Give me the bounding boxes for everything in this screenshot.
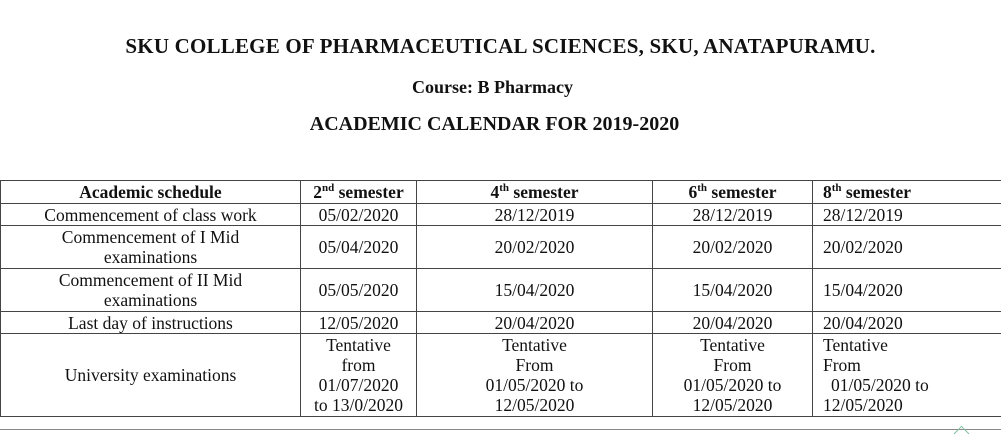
table-row: [1, 269, 1001, 312]
cell-s8: 20/02/2020: [813, 226, 1001, 269]
table-header-row: [1, 181, 1001, 204]
row-label: Commencement of class work: [1, 204, 301, 226]
table-row: [1, 312, 1001, 334]
page-bottom-rule: [0, 429, 1001, 430]
cell-s8: Tentative From 01/05/2020 to 12/05/2020: [813, 334, 1001, 417]
header-academic-schedule: Academic schedule: [1, 181, 301, 204]
cell-s6: Tentative From 01/05/2020 to 12/05/2020: [653, 334, 813, 417]
cell-s2: 12/05/2020: [301, 312, 417, 334]
cell-s8: 20/04/2020: [813, 312, 1001, 334]
header-4th-semester: 4th semester: [417, 181, 653, 204]
table-row: [1, 226, 1001, 269]
cell-s2: 05/04/2020: [301, 226, 417, 269]
course-title: Course: B Pharmacy: [0, 77, 993, 98]
cell-s4: 15/04/2020: [417, 269, 653, 312]
table-row: [1, 334, 1001, 417]
row-label: Last day of instructions: [1, 312, 301, 334]
cell-s4: 20/04/2020: [417, 312, 653, 334]
cell-s8: 28/12/2019: [813, 204, 1001, 226]
cell-s2: 05/05/2020: [301, 269, 417, 312]
table-row: [1, 204, 1001, 226]
header-8th-semester: 8th semester: [813, 181, 1001, 204]
cell-s6: 20/04/2020: [653, 312, 813, 334]
cell-s8: 15/04/2020: [813, 269, 1001, 312]
row-label: University examinations: [1, 334, 301, 417]
cell-s6: 28/12/2019: [653, 204, 813, 226]
cell-s2: 05/02/2020: [301, 204, 417, 226]
academic-calendar-table: [0, 180, 1001, 417]
cell-s4: Tentative From 01/05/2020 to 12/05/2020: [417, 334, 653, 417]
header-6th-semester: 6th semester: [653, 181, 813, 204]
row-label: Commencement of II Mid examinations: [1, 269, 301, 312]
cell-s6: 20/02/2020: [653, 226, 813, 269]
header-2nd-semester: 2nd semester: [301, 181, 417, 204]
calendar-title: ACADEMIC CALENDAR FOR 2019-2020: [0, 113, 995, 136]
row-label: Commencement of I Mid examinations: [1, 226, 301, 269]
college-title: SKU COLLEGE OF PHARMACEUTICAL SCIENCES, SKU, ANATAPURAMU.: [0, 34, 1001, 59]
cell-s6: 15/04/2020: [653, 269, 813, 312]
cell-s2: Tentative from 01/07/2020 to 13/0/2020: [301, 334, 417, 417]
cell-s4: 20/02/2020: [417, 226, 653, 269]
cell-s4: 28/12/2019: [417, 204, 653, 226]
